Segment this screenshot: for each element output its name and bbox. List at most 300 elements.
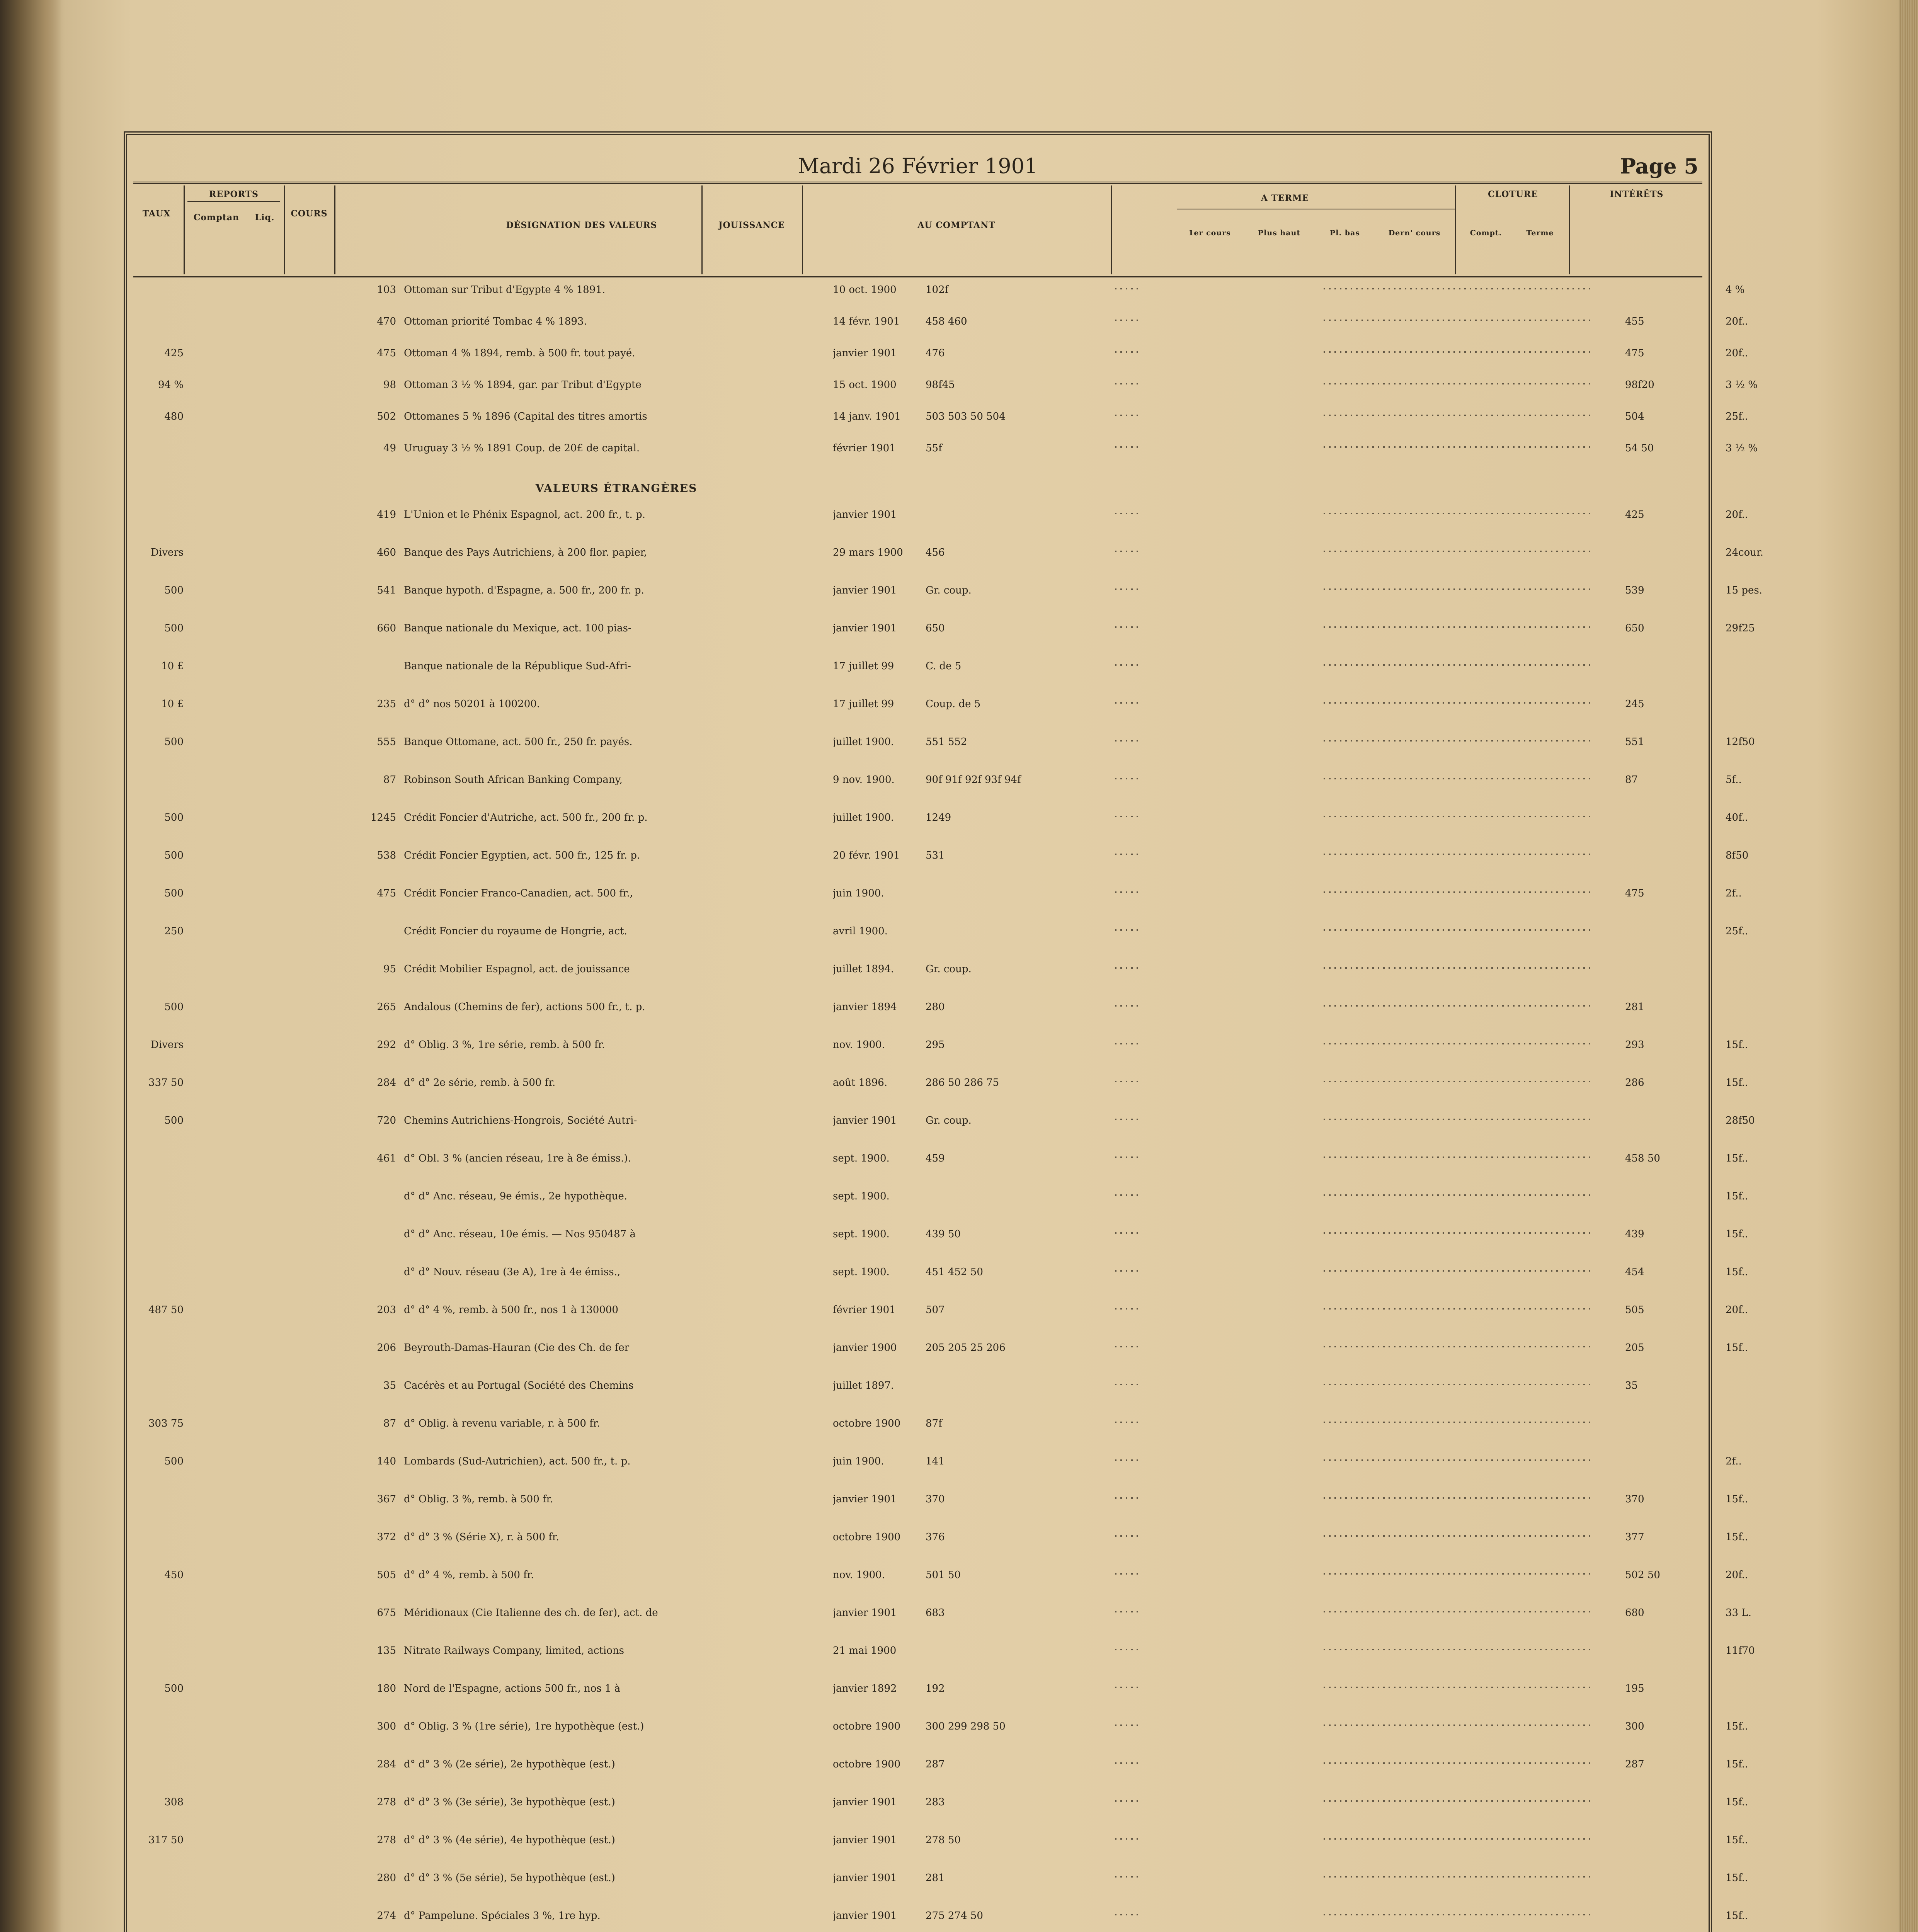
cell-jouissance: 20 févr. 1901: [833, 850, 900, 861]
cell-interets: 25f..: [1726, 925, 1748, 937]
cell-cours: 300: [377, 1721, 396, 1732]
cell-cours: 206: [377, 1342, 396, 1354]
cell-cloture: 502 50: [1625, 1569, 1660, 1581]
cell-designation: Crédit Foncier Franco-Canadien, act. 500 fr.,: [404, 888, 633, 899]
cell-jouissance: janvier 1901: [833, 1796, 897, 1808]
leader-dots: [1324, 1573, 1594, 1575]
table-row: [133, 1418, 1702, 1445]
cell-taux: 500: [164, 585, 184, 596]
page-header: [133, 153, 1702, 180]
cell-designation: L'Union et le Phénix Espagnol, act. 200 fr., t. p.: [404, 509, 645, 520]
cell-jouissance: août 1896.: [833, 1077, 888, 1088]
cell-designation: d° Oblig. 3 %, 1re série, remb. à 500 fr.: [404, 1039, 605, 1051]
leader-dots: [1324, 288, 1594, 289]
leader-dots: [1324, 1914, 1594, 1915]
cell-designation: d° d° 3 % (3e série), 3e hypothèque (est.): [404, 1796, 615, 1808]
cell-jouissance: octobre 1900: [833, 1531, 901, 1543]
col-plus-haut: Plus haut: [1258, 229, 1301, 237]
cell-interets: 11f70: [1726, 1645, 1755, 1656]
leader-dots: [1324, 351, 1594, 353]
cell-jouissance: 14 janv. 1901: [833, 411, 901, 422]
col-divider: [701, 185, 703, 274]
cell-jouissance: sept. 1900.: [833, 1153, 890, 1164]
cell-jouissance: 10 oct. 1900: [833, 284, 897, 296]
cell-comptant: 459: [926, 1153, 945, 1164]
leader-dots: [1115, 1384, 1138, 1385]
cell-jouissance: 17 juillet 99: [833, 698, 894, 710]
leader-dots: [1115, 1914, 1138, 1915]
cell-cours: 460: [377, 547, 396, 558]
cell-comptant: 507: [926, 1304, 945, 1316]
col-dernier-cours: Dern' cours: [1388, 229, 1441, 237]
cell-designation: Ottomanes 5 % 1896 (Capital des titres amortis: [404, 411, 647, 422]
cell-cloture: 680: [1625, 1607, 1644, 1619]
col-divider: [334, 185, 335, 274]
cell-taux: 500: [164, 812, 184, 823]
leader-dots: [1324, 1535, 1594, 1537]
cell-taux: 94 %: [158, 379, 184, 391]
cell-interets: 15f..: [1726, 1493, 1748, 1505]
leader-dots: [1115, 588, 1138, 590]
cell-comptant: 205 205 25 206: [926, 1342, 1006, 1354]
table-row: [133, 1759, 1748, 1786]
col-comptant: Comptan: [193, 213, 240, 223]
leader-dots: [1115, 551, 1138, 552]
leader-dots: [1115, 351, 1138, 353]
leader-dots: [1115, 1649, 1138, 1650]
cell-cours: 367: [377, 1493, 396, 1505]
cell-cours: 502: [377, 411, 396, 422]
cell-comptant: 280: [926, 1001, 945, 1013]
cell-designation: d° d° 3 % (4e série), 4e hypothèque (est.): [404, 1834, 615, 1846]
leader-dots: [1324, 891, 1594, 893]
leader-dots: [1324, 320, 1594, 321]
cell-cloture: 539: [1625, 585, 1644, 596]
page-stack-edge: [1899, 0, 1918, 1932]
leader-dots: [1324, 1497, 1594, 1499]
header-bottom-rule: [133, 276, 1702, 277]
leader-dots: [1115, 1043, 1138, 1044]
cell-jouissance: 14 févr. 1901: [833, 316, 900, 327]
cell-comptant: 683: [926, 1607, 945, 1619]
cell-interets: 15f..: [1726, 1153, 1748, 1164]
cell-designation: Uruguay 3 ½ % 1891 Coup. de 20£ de capital.: [404, 442, 640, 454]
cell-cours: 203: [377, 1304, 396, 1316]
col-divider: [1455, 185, 1456, 274]
leader-dots: [1324, 1838, 1594, 1840]
table-row: [133, 1380, 1702, 1407]
leader-dots: [1115, 1800, 1138, 1802]
cell-comptant: Gr. coup.: [926, 1115, 972, 1126]
cell-interets: 15f..: [1726, 1077, 1748, 1088]
leader-dots: [1115, 1270, 1138, 1272]
cell-interets: 28f50: [1726, 1115, 1755, 1126]
cell-cloture: 458 50: [1625, 1153, 1660, 1164]
leader-dots: [1115, 1535, 1138, 1537]
cell-interets: 15f..: [1726, 1228, 1748, 1240]
leader-dots: [1115, 740, 1138, 742]
cell-designation: Ottoman 4 % 1894, remb. à 500 fr. tout payé.: [404, 347, 635, 359]
table-row: [133, 850, 1749, 877]
cell-cloture: 439: [1625, 1228, 1644, 1240]
cell-taux: 480: [164, 411, 184, 422]
leader-dots: [1324, 740, 1594, 742]
cell-jouissance: avril 1900.: [833, 925, 888, 937]
cell-cours: 475: [377, 888, 396, 899]
cell-taux: 500: [164, 622, 184, 634]
cell-cours: 103: [377, 284, 396, 296]
cell-comptant: 476: [926, 347, 945, 359]
cell-designation: d° d° Anc. réseau, 9e émis., 2e hypothèque.: [404, 1190, 627, 1202]
cell-jouissance: janvier 1900: [833, 1342, 897, 1354]
cell-designation: Beyrouth-Damas-Hauran (Cie des Ch. de fer: [404, 1342, 630, 1354]
leader-dots: [1324, 1043, 1594, 1044]
table-row: [133, 698, 1702, 725]
cell-interets: 4 %: [1726, 284, 1745, 296]
leader-dots: [1115, 1346, 1138, 1347]
cell-designation: Crédit Mobilier Espagnol, act. de jouissance: [404, 963, 630, 975]
cell-comptant: 650: [926, 622, 945, 634]
cell-taux: 250: [164, 925, 184, 937]
leader-dots: [1324, 1611, 1594, 1612]
cell-interets: 3 ½ %: [1726, 379, 1758, 391]
cell-jouissance: octobre 1900: [833, 1721, 901, 1732]
leader-dots: [1324, 1081, 1594, 1082]
cell-comptant: 439 50: [926, 1228, 961, 1240]
table-row: [133, 1456, 1742, 1483]
cell-cours: 660: [377, 622, 396, 634]
leader-dots: [1115, 288, 1138, 289]
cell-jouissance: janvier 1901: [833, 1607, 897, 1619]
table-row: [133, 585, 1762, 612]
leader-dots: [1324, 1687, 1594, 1688]
cell-cours: 278: [377, 1796, 396, 1808]
cell-interets: 29f25: [1726, 622, 1755, 634]
cell-jouissance: janvier 1901: [833, 585, 897, 596]
cell-taux: 10 £: [161, 698, 184, 710]
cell-designation: d° Pampelune. Spéciales 3 %, 1re hyp.: [404, 1910, 601, 1922]
table-row: [133, 736, 1755, 763]
cell-designation: Banque Ottomane, act. 500 fr., 250 fr. payés.: [404, 736, 633, 748]
table-row: [133, 347, 1748, 374]
cell-cloture: 505: [1625, 1304, 1644, 1316]
table-row: [133, 379, 1758, 406]
cell-interets: 40f..: [1726, 812, 1748, 823]
cell-designation: Crédit Foncier Egyptien, act. 500 fr., 125 fr. p.: [404, 850, 640, 861]
leader-dots: [1324, 1270, 1594, 1272]
cell-taux: Divers: [150, 1039, 184, 1051]
cell-taux: 337 50: [148, 1077, 184, 1088]
cell-cloture: 475: [1625, 888, 1644, 899]
leader-dots: [1115, 1497, 1138, 1499]
section-title: VALEURS ÉTRANGÈRES: [535, 482, 698, 495]
cell-designation: d° d° 3 % (5e série), 5e hypothèque (est.): [404, 1872, 615, 1884]
cell-cloture: 205: [1625, 1342, 1644, 1354]
cell-interets: 3 ½ %: [1726, 442, 1758, 454]
leader-dots: [1115, 891, 1138, 893]
leader-dots: [1324, 513, 1594, 514]
leader-dots: [1324, 1876, 1594, 1878]
cell-cloture: 35: [1625, 1380, 1638, 1391]
cell-jouissance: 9 nov. 1900.: [833, 774, 895, 786]
cell-jouissance: janvier 1892: [833, 1683, 897, 1694]
leader-dots: [1115, 320, 1138, 321]
leader-dots: [1115, 1459, 1138, 1461]
table-row: [133, 1190, 1748, 1218]
leader-dots: [1115, 1081, 1138, 1082]
cell-cours: 35: [383, 1380, 396, 1391]
cell-designation: Banque hypoth. d'Espagne, a. 500 fr., 200 fr. p.: [404, 585, 644, 596]
col-premier-cours: 1er cours: [1188, 229, 1231, 237]
table-row: [133, 622, 1755, 650]
table-row: [133, 1683, 1702, 1710]
cell-designation: d° d° 3 % (Série X), r. à 500 fr.: [404, 1531, 559, 1543]
col-divider: [1111, 185, 1112, 274]
leader-dots: [1115, 967, 1138, 969]
cell-taux: 10 £: [161, 660, 184, 672]
col-liq: Liq.: [255, 213, 275, 223]
cell-taux: 500: [164, 736, 184, 748]
leader-dots: [1324, 778, 1594, 779]
cell-taux: 500: [164, 1115, 184, 1126]
cell-cloture: 281: [1625, 1001, 1644, 1013]
cell-comptant: 87f: [926, 1418, 942, 1429]
cell-jouissance: 15 oct. 1900: [833, 379, 897, 391]
col-divider: [187, 201, 280, 202]
cell-interets: 5f..: [1726, 774, 1742, 786]
cell-interets: 12f50: [1726, 736, 1755, 748]
leader-dots: [1324, 446, 1594, 448]
table-row: [133, 1872, 1748, 1899]
table-row: [133, 1153, 1748, 1180]
cell-cours: 87: [383, 1418, 396, 1429]
leader-dots: [1115, 446, 1138, 448]
cell-designation: Chemins Autrichiens-Hongrois, Société Autri-: [404, 1115, 637, 1126]
cell-cours: 541: [377, 585, 396, 596]
cell-cours: 278: [377, 1834, 396, 1846]
cell-comptant: 451 452 50: [926, 1266, 983, 1278]
cell-interets: 15f..: [1726, 1039, 1748, 1051]
cell-jouissance: juillet 1900.: [833, 812, 894, 823]
table-row: [133, 442, 1758, 469]
leader-dots: [1324, 1762, 1594, 1764]
leader-dots: [1115, 1687, 1138, 1688]
cell-cours: 419: [377, 509, 396, 520]
cell-jouissance: sept. 1900.: [833, 1228, 890, 1240]
cell-comptant: 551 552: [926, 736, 967, 748]
leader-dots: [1324, 1422, 1594, 1423]
leader-dots: [1115, 1762, 1138, 1764]
cell-comptant: 286 50 286 75: [926, 1077, 999, 1088]
leader-dots: [1324, 1119, 1594, 1120]
cell-comptant: 531: [926, 850, 945, 861]
table-row: [133, 1721, 1748, 1748]
leader-dots: [1115, 1611, 1138, 1612]
leader-dots: [1115, 626, 1138, 628]
cell-cours: 475: [377, 347, 396, 359]
leader-dots: [1324, 1005, 1594, 1007]
cell-interets: 15f..: [1726, 1759, 1748, 1770]
cell-jouissance: janvier 1901: [833, 509, 897, 520]
table-row: [133, 1796, 1748, 1823]
cell-cloture: 454: [1625, 1266, 1644, 1278]
cell-taux: 487 50: [148, 1304, 184, 1316]
cell-cours: 87: [383, 774, 396, 786]
cell-cloture: 504: [1625, 411, 1644, 422]
leader-dots: [1115, 415, 1138, 416]
col-a-terme: A TERME: [1261, 193, 1309, 203]
leader-dots: [1324, 702, 1594, 704]
leader-dots: [1115, 1876, 1138, 1878]
cell-cloture: 286: [1625, 1077, 1644, 1088]
cell-comptant: 275 274 50: [926, 1910, 983, 1922]
col-cloture-terme: Terme: [1526, 229, 1554, 237]
cell-jouissance: janvier 1901: [833, 622, 897, 634]
cell-cloture: 245: [1625, 698, 1644, 710]
column-headers: [133, 185, 1702, 274]
cell-comptant: 458 460: [926, 316, 967, 327]
leader-dots: [1115, 1725, 1138, 1726]
cell-cloture: 455: [1625, 316, 1644, 327]
table-row: [133, 774, 1742, 801]
cell-comptant: 102f: [926, 284, 949, 296]
table-row: [133, 1645, 1755, 1672]
col-designation: DÉSIGNATION DES VALEURS: [506, 220, 657, 230]
cell-designation: Cacérès et au Portugal (Société des Chemins: [404, 1380, 634, 1391]
cell-cloture: 87: [1625, 774, 1638, 786]
leader-dots: [1324, 1232, 1594, 1234]
cell-interets: 15f..: [1726, 1190, 1748, 1202]
cell-taux: 450: [164, 1569, 184, 1581]
cell-jouissance: 17 juillet 99: [833, 660, 894, 672]
col-divider: [284, 185, 285, 274]
cell-interets: 20f..: [1726, 1569, 1748, 1581]
table-row: [133, 1115, 1755, 1142]
leader-dots: [1324, 588, 1594, 590]
leader-dots: [1324, 1459, 1594, 1461]
cell-cours: 235: [377, 698, 396, 710]
leader-dots: [1115, 664, 1138, 666]
col-divider: [184, 185, 185, 274]
leader-dots: [1115, 513, 1138, 514]
cell-cours: 140: [377, 1456, 396, 1467]
leader-dots: [1115, 854, 1138, 855]
cell-cours: 280: [377, 1872, 396, 1884]
col-divider: [1569, 185, 1570, 274]
cell-designation: d° d° 4 %, remb. à 500 fr.: [404, 1569, 534, 1581]
cell-taux: 500: [164, 1001, 184, 1013]
col-plus-bas: Pl. bas: [1329, 229, 1360, 237]
cell-interets: 25f..: [1726, 411, 1748, 422]
leader-dots: [1324, 854, 1594, 855]
cell-jouissance: janvier 1901: [833, 1872, 897, 1884]
cell-cloture: 475: [1625, 347, 1644, 359]
col-cours: COURS: [291, 209, 328, 219]
cell-cloture: 300: [1625, 1721, 1644, 1732]
cell-designation: Nord de l'Espagne, actions 500 fr., nos 1 à: [404, 1683, 621, 1694]
table-row: [133, 1531, 1748, 1558]
cell-jouissance: janvier 1894: [833, 1001, 897, 1013]
cell-jouissance: février 1901: [833, 442, 896, 454]
table-row: [133, 1266, 1748, 1293]
header-date: Mardi 26 Février 1901: [798, 154, 1038, 178]
cell-jouissance: janvier 1901: [833, 1493, 897, 1505]
leader-dots: [1115, 1005, 1138, 1007]
cell-comptant: 503 503 50 504: [926, 411, 1006, 422]
col-cloture: CLOTURE: [1488, 189, 1538, 199]
cell-cloture: 551: [1625, 736, 1644, 748]
cell-comptant: 295: [926, 1039, 945, 1051]
cell-designation: Crédit Foncier d'Autriche, act. 500 fr., 200 fr. p.: [404, 812, 648, 823]
cell-taux: 500: [164, 850, 184, 861]
cell-jouissance: juin 1900.: [833, 888, 884, 899]
cell-jouissance: janvier 1901: [833, 1834, 897, 1846]
cell-interets: 15f..: [1726, 1872, 1748, 1884]
col-divider: [802, 185, 803, 274]
cell-cours: 180: [377, 1683, 396, 1694]
cell-interets: 8f50: [1726, 850, 1749, 861]
table-row: [133, 660, 1702, 687]
leader-dots: [1115, 778, 1138, 779]
cell-jouissance: juillet 1900.: [833, 736, 894, 748]
table-row: [133, 316, 1748, 343]
cell-cours: 292: [377, 1039, 396, 1051]
cell-interets: 15f..: [1726, 1834, 1748, 1846]
leader-dots: [1324, 415, 1594, 416]
leader-dots: [1324, 626, 1594, 628]
cell-jouissance: octobre 1900: [833, 1759, 901, 1770]
table-row: [133, 1910, 1748, 1932]
cell-cloture: 195: [1625, 1683, 1644, 1694]
leader-dots: [1324, 1384, 1594, 1385]
cell-jouissance: nov. 1900.: [833, 1569, 885, 1581]
cell-taux: 308: [164, 1796, 184, 1808]
cell-designation: Ottoman 3 ½ % 1894, gar. par Tribut d'Egypte: [404, 379, 642, 391]
leader-dots: [1115, 702, 1138, 704]
cell-comptant: 501 50: [926, 1569, 961, 1581]
header-rule: [133, 182, 1702, 184]
cell-comptant: Gr. coup.: [926, 585, 972, 596]
table-row: [133, 509, 1748, 536]
cell-cours: 372: [377, 1531, 396, 1543]
cell-interets: 15f..: [1726, 1796, 1748, 1808]
cell-jouissance: février 1901: [833, 1304, 896, 1316]
leader-dots: [1324, 816, 1594, 817]
table-row: [133, 888, 1742, 915]
cell-cours: 49: [383, 442, 396, 454]
cell-jouissance: juillet 1897.: [833, 1380, 894, 1391]
cell-comptant: 278 50: [926, 1834, 961, 1846]
cell-cours: 98: [383, 379, 396, 391]
cell-comptant: C. de 5: [926, 660, 962, 672]
cell-cours: 284: [377, 1759, 396, 1770]
cell-cours: 1245: [370, 812, 396, 823]
cell-designation: Ottoman sur Tribut d'Egypte 4 % 1891.: [404, 284, 606, 296]
leader-dots: [1324, 967, 1594, 969]
cell-taux: 500: [164, 1683, 184, 1694]
cell-designation: d° d° Anc. réseau, 10e émis. — Nos 950487 à: [404, 1228, 636, 1240]
cell-cours: 505: [377, 1569, 396, 1581]
leader-dots: [1324, 929, 1594, 931]
cell-taux: 317 50: [148, 1834, 184, 1846]
cell-designation: d° d° 4 %, remb. à 500 fr., nos 1 à 130000: [404, 1304, 618, 1316]
leader-dots: [1324, 1649, 1594, 1650]
table-row: [133, 1493, 1748, 1520]
cell-comptant: 300 299 298 50: [926, 1721, 1006, 1732]
cell-jouissance: 29 mars 1900: [833, 547, 903, 558]
leader-dots: [1115, 1119, 1138, 1120]
table-row: [133, 1607, 1751, 1634]
